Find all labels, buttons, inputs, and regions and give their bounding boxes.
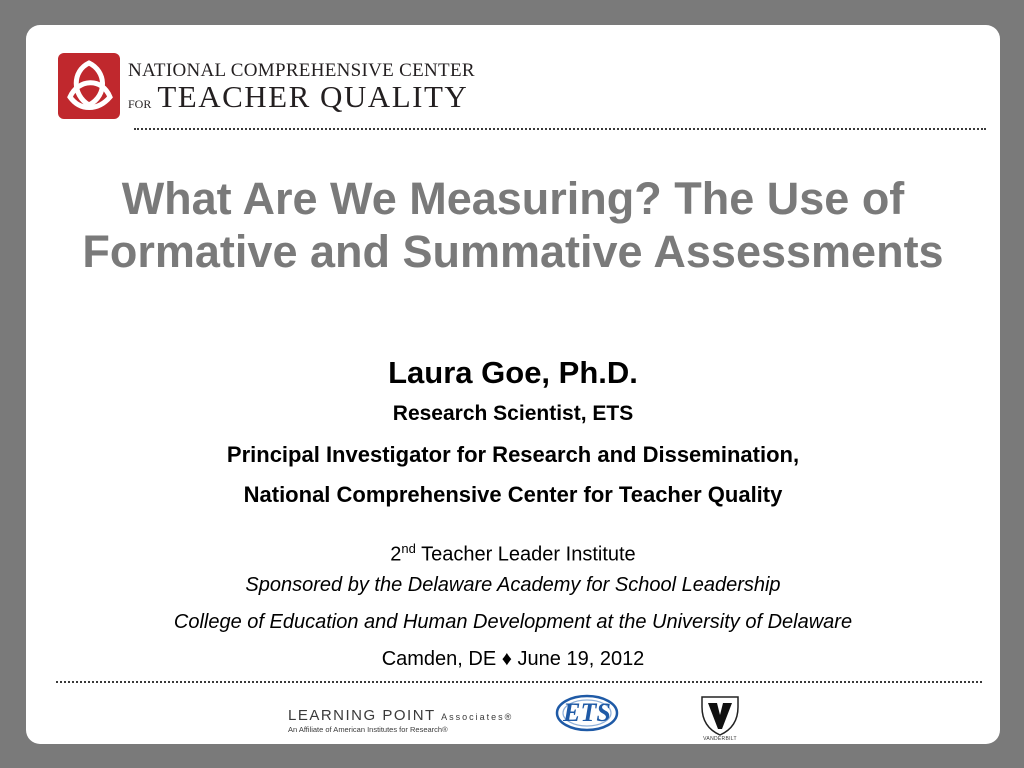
learning-point-logo (288, 708, 513, 735)
lp-name: LEARNING POINT (288, 707, 436, 724)
lp-associates: Associates (441, 712, 505, 722)
top-divider (134, 128, 986, 130)
org-name-line2: TEACHER QUALITY (157, 79, 469, 114)
vanderbilt-logo (698, 693, 742, 737)
ets-logo (554, 693, 620, 733)
presenter-name: Laura Goe, Ph.D. (388, 355, 638, 390)
triquetra-icon (58, 53, 120, 119)
event-ordinal: 2 (390, 543, 402, 566)
presenter-role-3: National Comprehensive Center for Teacher Quality (243, 482, 783, 507)
event-place: Camden, DE (381, 648, 497, 670)
org-name-line1: NATIONAL COMPREHENSIVE CENTER (128, 60, 475, 81)
lp-reg: ® (504, 712, 514, 722)
slide-title: What Are We Measuring? The Use of Formative and Summative Assessments (82, 173, 944, 277)
vanderbilt-v-icon (698, 693, 742, 737)
ets-text: ETS (563, 698, 611, 727)
vanderbilt-wordmark: VANDERBILT (703, 736, 737, 742)
event-date: June 19, 2012 (517, 648, 645, 670)
event-place-date (46, 647, 980, 671)
nccta-logo (58, 53, 475, 119)
presenter-role-2: Principal Investigator for Research and Dissemination, (226, 442, 800, 467)
event-name (46, 537, 980, 567)
event-ordinal-suffix: nd (401, 541, 416, 556)
bottom-divider (56, 681, 982, 683)
presenter-role-1: Research Scientist, ETS (392, 402, 634, 425)
event-college: College of Education and Human Development at the University of Delaware (173, 611, 853, 633)
event-sponsor: Sponsored by the Delaware Academy for School Leadership (245, 574, 781, 596)
lp-tagline: An Affiliate of American Institutes for Research® (288, 725, 448, 734)
event-title: Teacher Leader Institute (421, 543, 636, 566)
org-name-for: FOR (128, 97, 152, 111)
diamond-icon: ♦ (501, 648, 512, 670)
slide (26, 25, 1000, 744)
